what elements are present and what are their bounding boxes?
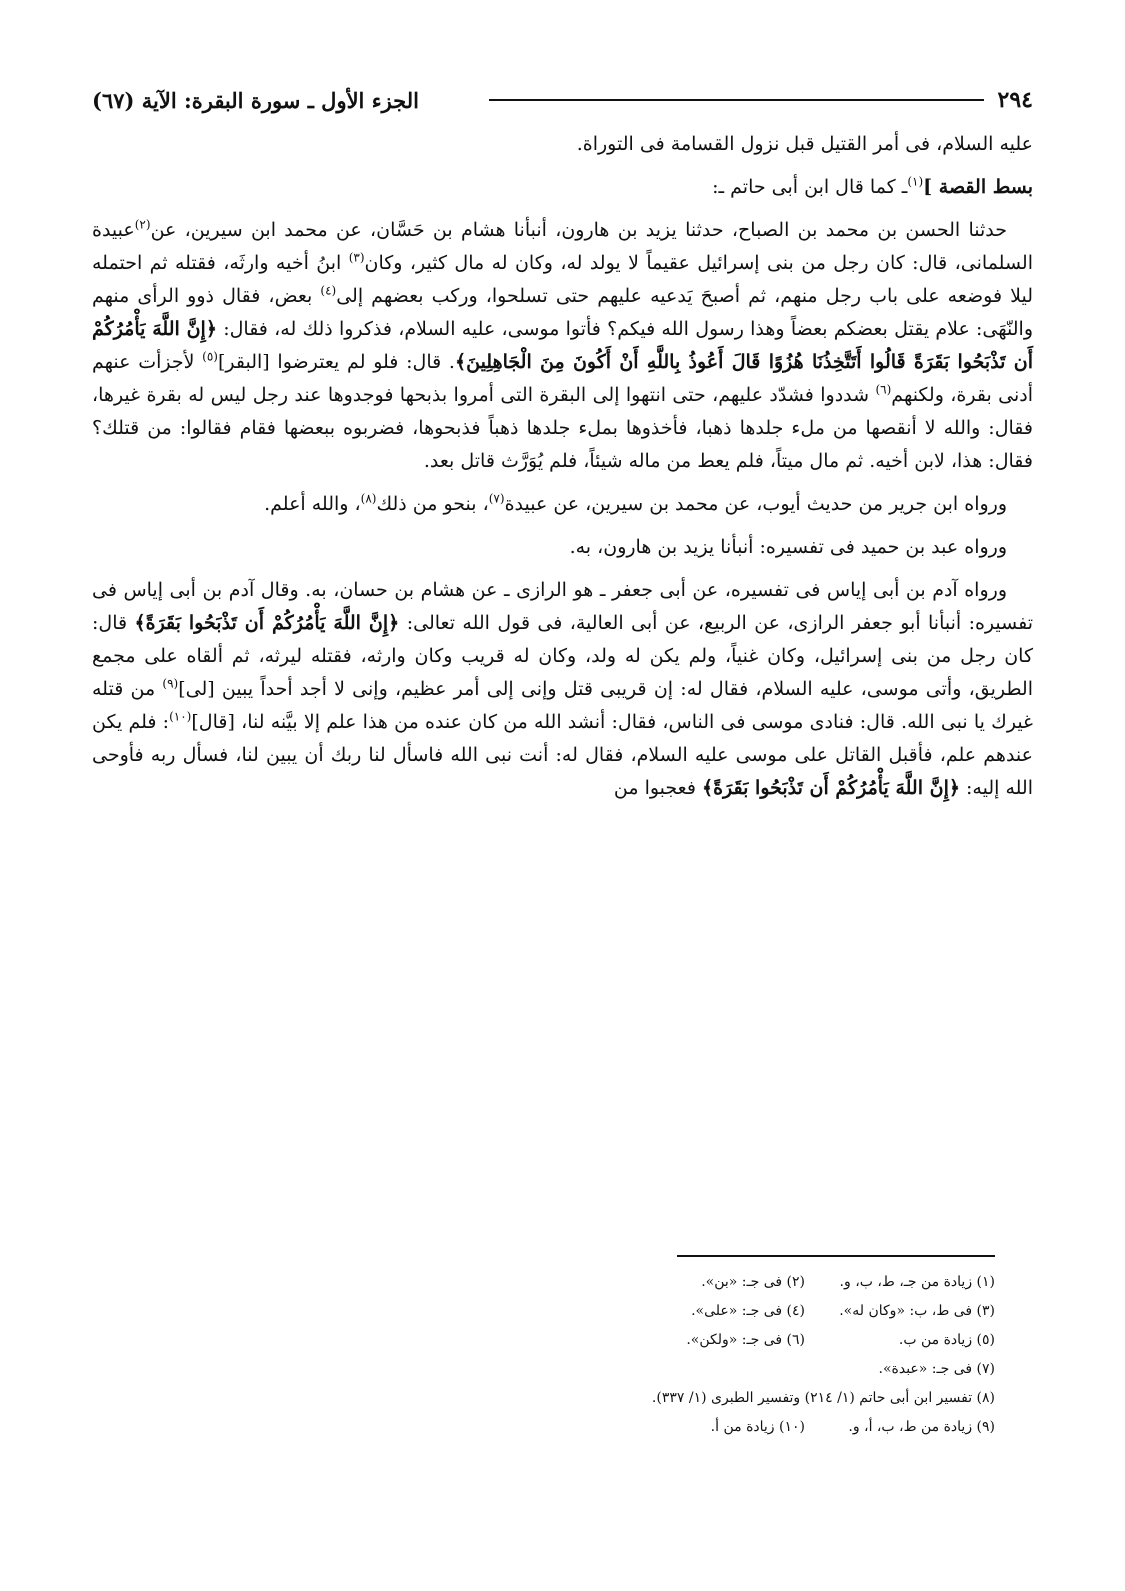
section-heading: بسط القصة ] [923,176,1033,198]
paragraph [92,488,1033,521]
footnote: (٥) زيادة من ب. [898,1332,995,1348]
footnote-ref: (١) [907,174,924,189]
footnote-ref: (١٠) [169,709,192,724]
footnote-ref: (٥) [202,349,218,364]
footnote-ref: (٤) [320,283,337,298]
footnote-row [435,1268,995,1297]
footnote: (٩) زيادة من ط، ب، أ، و. [848,1419,995,1435]
paragraph-text: فعجبوا من [613,777,702,799]
paragraph [92,214,1033,478]
footnote: (٨) تفسير ابن أبى حاتم (١/ ٢١٤) وتفسير الطبرى (١/ ٣٣٧). [651,1390,995,1406]
paragraph-text: عليه السلام، فى أمر القتيل قبل نزول القسامة فى التوراة. [576,133,1033,155]
paragraph-text: عبيدة السلمانى، قال: كان رجل من بنى إسرائيل عقيماً لا يولد له، وكان له مال كثير، وكان [92,219,1033,274]
footnote-ref: (٨) [360,491,377,506]
footnote-ref: (٣) [348,250,365,265]
running-title: الجزء الأول ـ سورة البقرة: الآية (٦٧) [92,87,419,113]
paragraph [92,128,1033,161]
footnote-ref: (٢) [134,217,151,232]
header-rule [489,99,984,101]
paragraph-text: شددوا فشدّد عليهم، حتى انتهوا إلى البقرة التى أمروا بذبحها فوجدوها عند رجل ليس له بقرة غيرها، فقال: والله لا أنقصها من ملء جلدها ذهبا، فأخذوها بملء جلدها ذهباً فذبحوها، فضربوه ببعضها فقام فقالوا: من قتلك؟ فقال: هذا، لابن أخيه. ثم مال ميتاً، فلم يعط من ماله شيئاً، فلم يُوَرَّث قاتل بعد. [92,384,1033,472]
footnote: (١) زيادة من جـ، ط، ب، و. [839,1274,995,1290]
paragraph-text: قال: كان رجل من بنى إسرائيل، وكان غنياً، ولم يكن له ولد، وكان له قريب وكان وارثه، فقتله ليرثه، ثم ألقاه على مجمع الطريق، وأتى موسى، عليه السلام، فقال له: إن قريبى قتل وإنى إلى أمر عظيم، وإنى لا أجد أحداً يبين [لى] [92,612,1034,700]
paragraph-text: ابنُ أخيه وارثَه، فقتله ثم احتمله ليلا فوضعه على باب رجل منهم، ثم أصبحَ يَدعيه عليهم حتى تسلحوا، وركب بعضهم إلى [92,252,1033,307]
paragraph [92,574,1033,805]
quran-verse: ﴿إِنَّ اللَّهَ يَأْمُرُكُمْ أَن تَذْبَحُوا بَقَرَةً﴾ [134,612,400,634]
footnote: (١٠) زيادة من أ. [710,1419,805,1435]
quran-verse: ﴿إِنَّ اللَّهَ يَأْمُرُكُمْ أَن تَذْبَحُوا بَقَرَةً﴾ [701,777,960,799]
section-heading-line [92,171,1033,204]
footnote-row [435,1326,995,1355]
footnote-row [435,1384,995,1413]
paragraph-text: بعض، فقال ذوو الرأى منهم والنّهَى: علام يقتل بعضكم بعضاً وهذا رسول الله فيكم؟ فأتوا موسى، عليه السلام، فذكروا ذلك له، فقال: [92,285,1033,340]
paragraph-text: من قتله غيرك يا نبى الله. قال: فنادى موسى فى الناس، فقال: أنشد الله من كان عنده من هذا علم إلا بيَّنه لنا، [قال] [92,678,1033,733]
running-head [92,82,1033,118]
footnote: (٦) فى جـ: «ولكن». [686,1332,805,1348]
paragraph-text: حدثنا الحسن بن محمد بن الصباح، حدثنا يزيد بن هارون، أنبأنا هشام بن حَسَّان، عن محمد ابن سيرين، عن [150,219,1007,241]
section-heading-rest: ـ كما قال ابن أبى حاتم ـ: [712,176,908,198]
main-text [92,128,1033,815]
footnote-ref: (٦) [875,382,892,397]
footnotes [435,1268,995,1442]
paragraph-text: ورواه عبد بن حميد فى تفسيره: أنبأنا يزيد بن هارون، به. [569,536,1007,558]
footnote: (٢) فى جـ: «بن». [701,1274,805,1290]
paragraph [92,531,1033,564]
paragraph-text: . قال: فلو لم يعترضوا [البقر] [217,351,455,373]
footnote-separator [677,1255,995,1257]
paragraph-text: : فلم يكن عندهم علم، فأقبل القاتل على موسى عليه السلام، فقال له: أنت نبى الله فاسأل لنا ربك أن يبين لنا، فسأل ربه فأوحى الله إليه: [92,711,1033,799]
paragraph-text: لأجزأت عنهم أدنى بقرة، ولكنهم [92,351,1033,406]
quran-verse: ﴿إِنَّ اللَّهَ يَأْمُرُكُمْ أَن تَذْبَحُوا بَقَرَةً قَالُوا أَتَتَّخِذُنَا هُزُوًا قَالَ أَعُوذُ بِاللَّهِ أَنْ أَكُونَ مِنَ الْجَاهِلِينَ﴾ [92,318,1033,373]
footnote: (٧) فى جـ: «عبدة». [878,1361,995,1377]
page-number: ٢٩٤ [997,87,1033,113]
footnote: (٣) فى ط، ب: «وكان له». [839,1303,995,1319]
paragraph-text: ، بنحو من ذلك [376,493,489,515]
footnote-ref: (٧) [488,491,505,506]
footnote-ref: (٩) [162,676,179,691]
footnote-row [435,1413,995,1442]
footnote-row [435,1297,995,1326]
paragraph-text: ورواه آدم بن أبى إياس فى تفسيره، عن أبى جعفر ـ هو الرازى ـ عن هشام بن حسان، به. وقال آدم بن أبى إياس فى تفسيره: أنبأنا أبو جعفر الرازى، عن الربيع، عن أبى العالية، فى قول الله تعالى: [92,579,1033,634]
paragraph-text: ، والله أعلم. [264,493,361,515]
footnote-row [435,1355,995,1384]
footnote: (٤) فى جـ: «على». [691,1303,805,1319]
paragraph-text: ورواه ابن جرير من حديث أيوب، عن محمد بن سيرين، عن عبيدة [504,493,1007,515]
